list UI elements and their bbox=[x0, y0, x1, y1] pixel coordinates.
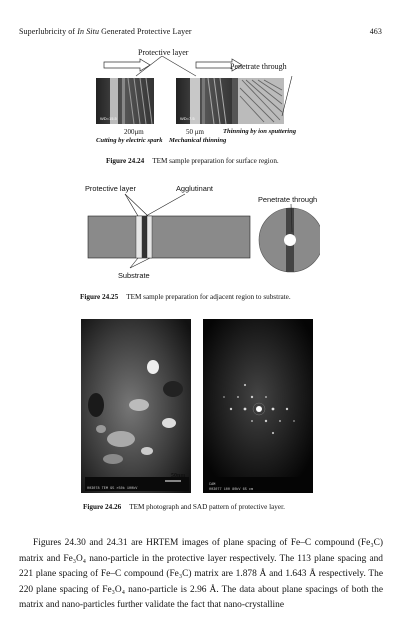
fig24-26-images bbox=[81, 319, 313, 493]
fig24-24-cutting-label: Cutting by electric spark bbox=[96, 137, 163, 144]
fig24-25-caption: Figure 24.25 TEM sample preparation for adjacent region to substrate. bbox=[80, 293, 291, 301]
thinned-disc bbox=[259, 204, 320, 272]
thinned-sample-photo bbox=[176, 78, 234, 124]
fig24-24-mechanical-label: Mechanical thinning bbox=[169, 137, 227, 144]
fig24-26-caption: Figure 24.26 TEM photograph and SAD pattern of protective layer. bbox=[83, 503, 285, 511]
ion-sputtered-photo bbox=[232, 78, 284, 124]
fig24-24-penetrate-label: Penetrate through bbox=[230, 62, 287, 71]
fig24-25-agglutinant-label: Agglutinant bbox=[176, 184, 213, 193]
tem-photograph bbox=[81, 319, 191, 493]
fig24-25-substrate-label: Substrate bbox=[118, 271, 150, 280]
fig24-25-diagram bbox=[70, 192, 320, 280]
arrow-right-icon bbox=[104, 59, 150, 71]
fig24-24-scale-200: 200μm bbox=[124, 128, 144, 136]
fig24-24-protective-layer-label: Protective layer bbox=[138, 48, 189, 57]
fig24-24-images bbox=[96, 76, 312, 130]
fig24-24-thinning-label: Thinning by ion sputtering bbox=[223, 128, 297, 135]
svg-text:003077 100 80kV 65 cm: 003077 100 80kV 65 cm bbox=[209, 488, 254, 492]
sample-cross-section bbox=[88, 216, 250, 258]
page-number: 463 bbox=[369, 27, 382, 36]
running-header: Superlubricity of In Situ Generated Protective Layer bbox=[19, 27, 192, 36]
fig24-24-caption: Figure 24.24 TEM sample preparation for surface region. bbox=[106, 157, 279, 165]
svg-text:CAM: CAM bbox=[209, 483, 216, 487]
sad-pattern bbox=[203, 319, 313, 493]
svg-text:003078 TEM 95 ×50k 100kV: 003078 TEM 95 ×50k 100kV bbox=[87, 487, 138, 491]
fig24-24-scale-50: 50 μm bbox=[186, 128, 204, 136]
cut-sample-photo bbox=[96, 78, 154, 124]
body-paragraph: Figures 24.30 and 24.31 are HRTEM images of plane spacing of Fe–C compound (Fe₃C) matrix and Fe₃O₄ nano-particle in the protective layer respectively. The 113 plane spacing and 221 plane spacing of Fe–C compound (Fe₃C) matrix are 1.878 Å and 1.643 Å respectively. The 220 plane spacing of Fe₃O₄ nano-particle is 2.96 Å. The data about plane spacings of both the matrix and nano-particles further validate the fact that nano-crystalline bbox=[19, 538, 383, 611]
fig24-25-protective-layer-label: Protective layer bbox=[85, 184, 136, 193]
svg-text:WD=7.5: WD=7.5 bbox=[180, 116, 195, 121]
fig24-25-penetrate-label: Penetrate through bbox=[258, 195, 318, 204]
svg-text:WD=15.5: WD=15.5 bbox=[100, 116, 117, 121]
fig24-26-scale-label: 50nm bbox=[171, 473, 186, 479]
